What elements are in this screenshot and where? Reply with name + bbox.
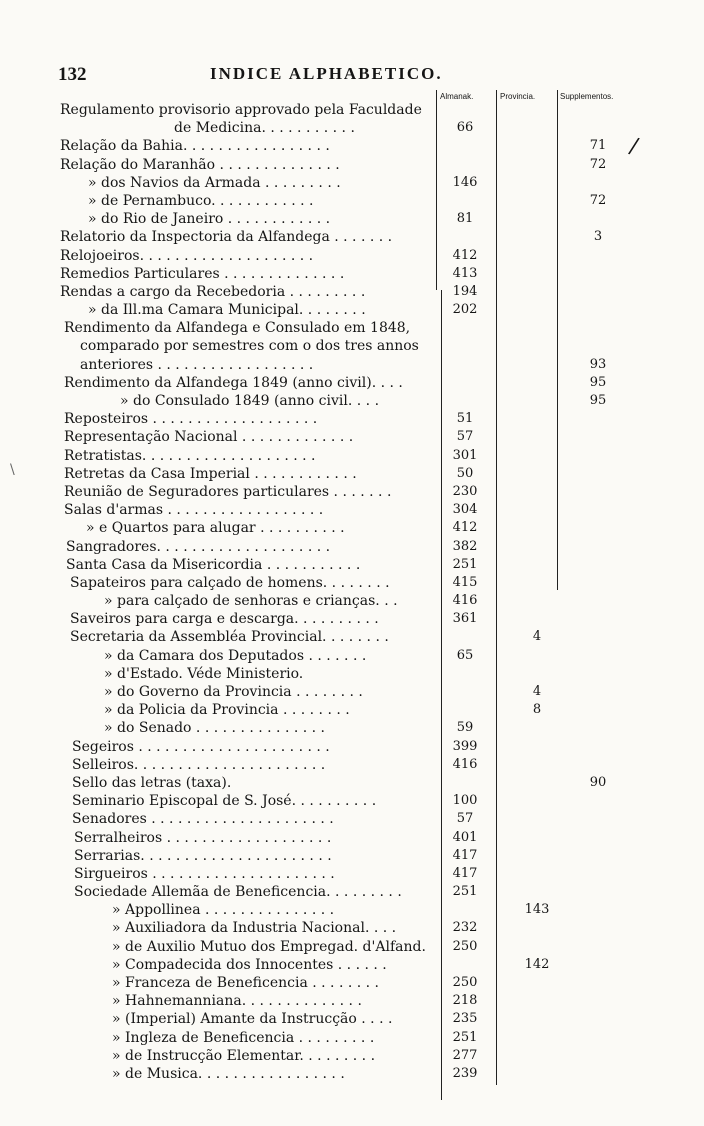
index-entry bbox=[0, 865, 704, 883]
almanak-page: 301 bbox=[452, 447, 478, 463]
index-entry bbox=[0, 1047, 704, 1065]
index-entry bbox=[0, 428, 704, 446]
entry-text: Sapateiros para calçado de homens. . . . . . . . bbox=[70, 574, 390, 591]
entry-text: » da Policia da Provincia . . . . . . . . bbox=[104, 702, 350, 719]
almanak-page: 304 bbox=[452, 502, 478, 518]
entry-text: Relojoeiros. . . . . . . . . . . . . . . . . . . . bbox=[60, 247, 314, 264]
column-header-provincia: Provincia. bbox=[500, 92, 536, 101]
entry-text: Retretas da Casa Imperial . . . . . . . . . . . . bbox=[64, 465, 357, 482]
entry-text: » (Imperial) Amante da Instrucção . . . . bbox=[112, 1011, 393, 1028]
provincia-page: 142 bbox=[524, 956, 550, 972]
index-entry bbox=[0, 938, 704, 956]
index-entry bbox=[0, 228, 704, 246]
index-entry bbox=[0, 265, 704, 283]
index-entry bbox=[0, 556, 704, 574]
entry-text: » e Quartos para alugar . . . . . . . . . . bbox=[86, 520, 345, 537]
margin-speck: \ bbox=[10, 462, 15, 478]
index-entry bbox=[0, 301, 704, 319]
index-entry bbox=[0, 901, 704, 919]
entry-text: Relação do Maranhão . . . . . . . . . . . . . . bbox=[60, 156, 340, 173]
entry-text: Secretaria da Assembléa Provincial. . . . . . . . bbox=[70, 629, 389, 646]
index-entries bbox=[0, 101, 704, 1083]
almanak-page: 230 bbox=[452, 483, 478, 499]
index-entry bbox=[0, 574, 704, 592]
almanak-page: 100 bbox=[452, 793, 478, 809]
index-entry bbox=[0, 519, 704, 537]
index-entry bbox=[0, 829, 704, 847]
index-entry bbox=[0, 192, 704, 210]
index-entry bbox=[0, 847, 704, 865]
index-entry bbox=[0, 410, 704, 428]
index-entry bbox=[0, 374, 704, 392]
entry-text: » dos Navios da Armada . . . . . . . . . bbox=[88, 174, 341, 191]
entry-text: Relatorio da Inspectoria da Alfandega . . . . . . . bbox=[60, 229, 393, 246]
index-entry bbox=[0, 665, 704, 683]
index-entry bbox=[0, 392, 704, 410]
entry-text: » de Pernambuco. . . . . . . . . . . . bbox=[88, 192, 314, 209]
entry-text: de Medicina. . . . . . . . . . . bbox=[174, 120, 355, 137]
index-entry bbox=[0, 701, 704, 719]
index-entry bbox=[0, 356, 704, 374]
almanak-page: 277 bbox=[452, 1047, 478, 1063]
provincia-page: 4 bbox=[532, 629, 542, 645]
entry-text: » d'Estado. Véde Ministerio. bbox=[104, 665, 304, 682]
almanak-page: 250 bbox=[452, 975, 478, 990]
index-entry bbox=[0, 319, 704, 337]
entry-text: Serralheiros . . . . . . . . . . . . . . . . . . . bbox=[74, 829, 332, 846]
entry-text: Retratistas. . . . . . . . . . . . . . . . . . . . bbox=[64, 447, 316, 464]
index-entry bbox=[0, 137, 704, 155]
provincia-page: 143 bbox=[524, 902, 550, 918]
entry-text: Sello das letras (taxa). bbox=[72, 774, 232, 791]
index-entry bbox=[0, 465, 704, 483]
almanak-page: 218 bbox=[452, 993, 478, 1009]
index-entry bbox=[0, 174, 704, 192]
supplementos-page: 72 bbox=[589, 156, 607, 172]
index-entry bbox=[0, 210, 704, 228]
index-entry bbox=[0, 447, 704, 465]
entry-text: » Ingleza de Beneficencia . . . . . . . . . bbox=[112, 1029, 375, 1046]
entry-text: » da Camara dos Deputados . . . . . . . bbox=[104, 647, 367, 664]
entry-text: » Hahnemanniana. . . . . . . . . . . . . . bbox=[112, 993, 362, 1010]
almanak-page: 417 bbox=[452, 865, 478, 881]
supplementos-page: 95 bbox=[589, 374, 607, 390]
almanak-page: 146 bbox=[452, 174, 478, 190]
almanak-page: 412 bbox=[452, 520, 478, 536]
entry-text: Seminario Episcopal de S. José. . . . . . . . . . bbox=[72, 793, 377, 810]
almanak-page: 239 bbox=[452, 1065, 478, 1081]
index-entry bbox=[0, 792, 704, 810]
index-entry bbox=[0, 992, 704, 1010]
page-number: 132 bbox=[58, 64, 87, 85]
provincia-page: 4 bbox=[532, 684, 542, 699]
almanak-page: 251 bbox=[452, 884, 478, 900]
entry-text: » da Ill.ma Camara Municipal. . . . . . . . bbox=[88, 302, 366, 319]
entry-text: » de Musica. . . . . . . . . . . . . . . . . bbox=[112, 1065, 345, 1082]
entry-text: » Auxiliadora da Industria Nacional. . . . bbox=[112, 920, 397, 937]
index-entry bbox=[0, 592, 704, 610]
almanak-page: 412 bbox=[452, 247, 478, 263]
entry-text: Sangradores. . . . . . . . . . . . . . . . . . . . bbox=[66, 538, 331, 555]
almanak-page: 59 bbox=[456, 720, 474, 736]
almanak-page: 57 bbox=[456, 429, 474, 445]
index-entry bbox=[0, 683, 704, 701]
entry-text: Relação da Bahia. . . . . . . . . . . . . . . . . bbox=[60, 138, 330, 155]
entry-text: Rendimento da Alfandega 1849 (anno civil). . . . bbox=[64, 374, 403, 391]
almanak-page: 202 bbox=[452, 302, 478, 318]
almanak-page: 382 bbox=[452, 538, 478, 554]
entry-text: » do Senado . . . . . . . . . . . . . . . bbox=[104, 720, 325, 737]
index-entry bbox=[0, 738, 704, 756]
column-header-almanak: Almanak. bbox=[440, 92, 474, 101]
entry-text: comparado por semestres com o dos tres annos bbox=[80, 338, 419, 355]
entry-text: Rendas a cargo da Recebedoria . . . . . . . . . bbox=[60, 283, 366, 300]
index-entry bbox=[0, 956, 704, 974]
almanak-page: 251 bbox=[452, 1029, 478, 1045]
entry-text: Serrarias. . . . . . . . . . . . . . . . . . . . . . bbox=[74, 847, 332, 864]
almanak-page: 417 bbox=[452, 847, 478, 863]
entry-text: » do Consulado 1849 (anno civil. . . . bbox=[120, 393, 380, 409]
entry-text: » do Rio de Janeiro . . . . . . . . . . . . bbox=[88, 211, 331, 228]
entry-text: » de Instrucção Elementar. . . . . . . . . bbox=[112, 1047, 376, 1064]
entry-text: Segeiros . . . . . . . . . . . . . . . . . . . . . . bbox=[72, 738, 330, 755]
index-entry bbox=[0, 756, 704, 774]
entry-text: Reunião de Seguradores particulares . . . . . . . bbox=[64, 483, 392, 500]
index-entry bbox=[0, 628, 704, 646]
entry-text: » de Auxilio Mutuo dos Empregad. d'Alfand. bbox=[112, 938, 426, 955]
index-entry bbox=[0, 719, 704, 737]
almanak-page: 194 bbox=[452, 283, 478, 299]
almanak-page: 416 bbox=[452, 756, 478, 772]
entry-text: Salas d'armas . . . . . . . . . . . . . . . . . . bbox=[64, 502, 324, 519]
almanak-page: 81 bbox=[456, 211, 474, 227]
index-entry bbox=[0, 810, 704, 828]
page-title: INDICE ALPHABETICO. bbox=[210, 64, 443, 83]
index-entry bbox=[0, 1065, 704, 1083]
entry-text: » do Governo da Provincia . . . . . . . . bbox=[104, 684, 363, 700]
supplementos-page: 93 bbox=[589, 356, 607, 372]
almanak-page: 51 bbox=[456, 411, 474, 427]
supplementos-page: 90 bbox=[589, 774, 607, 790]
almanak-page: 399 bbox=[452, 738, 478, 754]
almanak-page: 413 bbox=[452, 265, 478, 281]
column-header-supplementos: Supplementos. bbox=[560, 92, 614, 101]
index-entry bbox=[0, 483, 704, 501]
entry-text: Saveiros para carga e descarga. . . . . . . . . . bbox=[70, 611, 379, 628]
index-entry bbox=[0, 974, 704, 992]
index-entry bbox=[0, 247, 704, 265]
supplementos-page: 95 bbox=[589, 393, 607, 408]
almanak-page: 401 bbox=[452, 829, 478, 845]
entry-text: » Franceza de Beneficencia . . . . . . . . bbox=[112, 975, 380, 991]
almanak-page: 50 bbox=[456, 465, 474, 481]
index-entry bbox=[0, 119, 704, 137]
almanak-page: 416 bbox=[452, 593, 478, 609]
index-entry bbox=[0, 501, 704, 519]
index-entry bbox=[0, 101, 704, 119]
entry-text: Representação Nacional . . . . . . . . . . . . . bbox=[64, 429, 354, 446]
margin-pencil-mark: / bbox=[626, 133, 641, 160]
entry-text: anteriores . . . . . . . . . . . . . . . . . . bbox=[80, 356, 314, 373]
index-entry bbox=[0, 1029, 704, 1047]
index-entry bbox=[0, 538, 704, 556]
index-entry bbox=[0, 283, 704, 301]
almanak-page: 232 bbox=[452, 920, 478, 936]
index-entry bbox=[0, 610, 704, 628]
index-entry bbox=[0, 337, 704, 355]
index-entry bbox=[0, 156, 704, 174]
entry-text: Rendimento da Alfandega e Consulado em 1848, bbox=[64, 320, 411, 337]
entry-text: Selleiros. . . . . . . . . . . . . . . . . . . . . . bbox=[72, 756, 326, 773]
almanak-page: 65 bbox=[456, 647, 474, 663]
entry-text: » Appollinea . . . . . . . . . . . . . . . bbox=[112, 902, 335, 919]
provincia-page: 8 bbox=[532, 702, 542, 718]
index-entry bbox=[0, 647, 704, 665]
entry-text: Sirgueiros . . . . . . . . . . . . . . . . . . . . . bbox=[74, 865, 335, 882]
almanak-page: 66 bbox=[456, 120, 474, 136]
supplementos-page: 71 bbox=[589, 138, 607, 154]
almanak-page: 415 bbox=[452, 574, 478, 590]
entry-text: Santa Casa da Misericordia . . . . . . . . . . . bbox=[66, 556, 361, 573]
almanak-page: 251 bbox=[452, 556, 478, 572]
supplementos-page: 72 bbox=[589, 192, 607, 208]
entry-text: Remedios Particulares . . . . . . . . . . . . . . bbox=[60, 265, 345, 282]
index-entry bbox=[0, 883, 704, 901]
entry-text: Senadores . . . . . . . . . . . . . . . . . . . . . bbox=[72, 811, 334, 828]
supplementos-page: 3 bbox=[593, 229, 603, 245]
almanak-page: 250 bbox=[452, 938, 478, 954]
index-entry bbox=[0, 919, 704, 937]
entry-text: Sociedade Allemãa de Beneficencia. . . . . . . . . bbox=[74, 884, 402, 901]
entry-text: Reposteiros . . . . . . . . . . . . . . . . . . . bbox=[64, 411, 318, 428]
index-entry bbox=[0, 1010, 704, 1028]
index-entry bbox=[0, 774, 704, 792]
almanak-page: 361 bbox=[452, 611, 478, 627]
almanak-page: 235 bbox=[452, 1011, 478, 1027]
entry-text: » para calçado de senhoras e crianças. . . bbox=[104, 593, 398, 610]
entry-text: Regulamento provisorio approvado pela Faculdade bbox=[60, 102, 422, 118]
entry-text: » Compadecida dos Innocentes . . . . . . bbox=[112, 956, 387, 973]
almanak-page: 57 bbox=[456, 811, 474, 827]
